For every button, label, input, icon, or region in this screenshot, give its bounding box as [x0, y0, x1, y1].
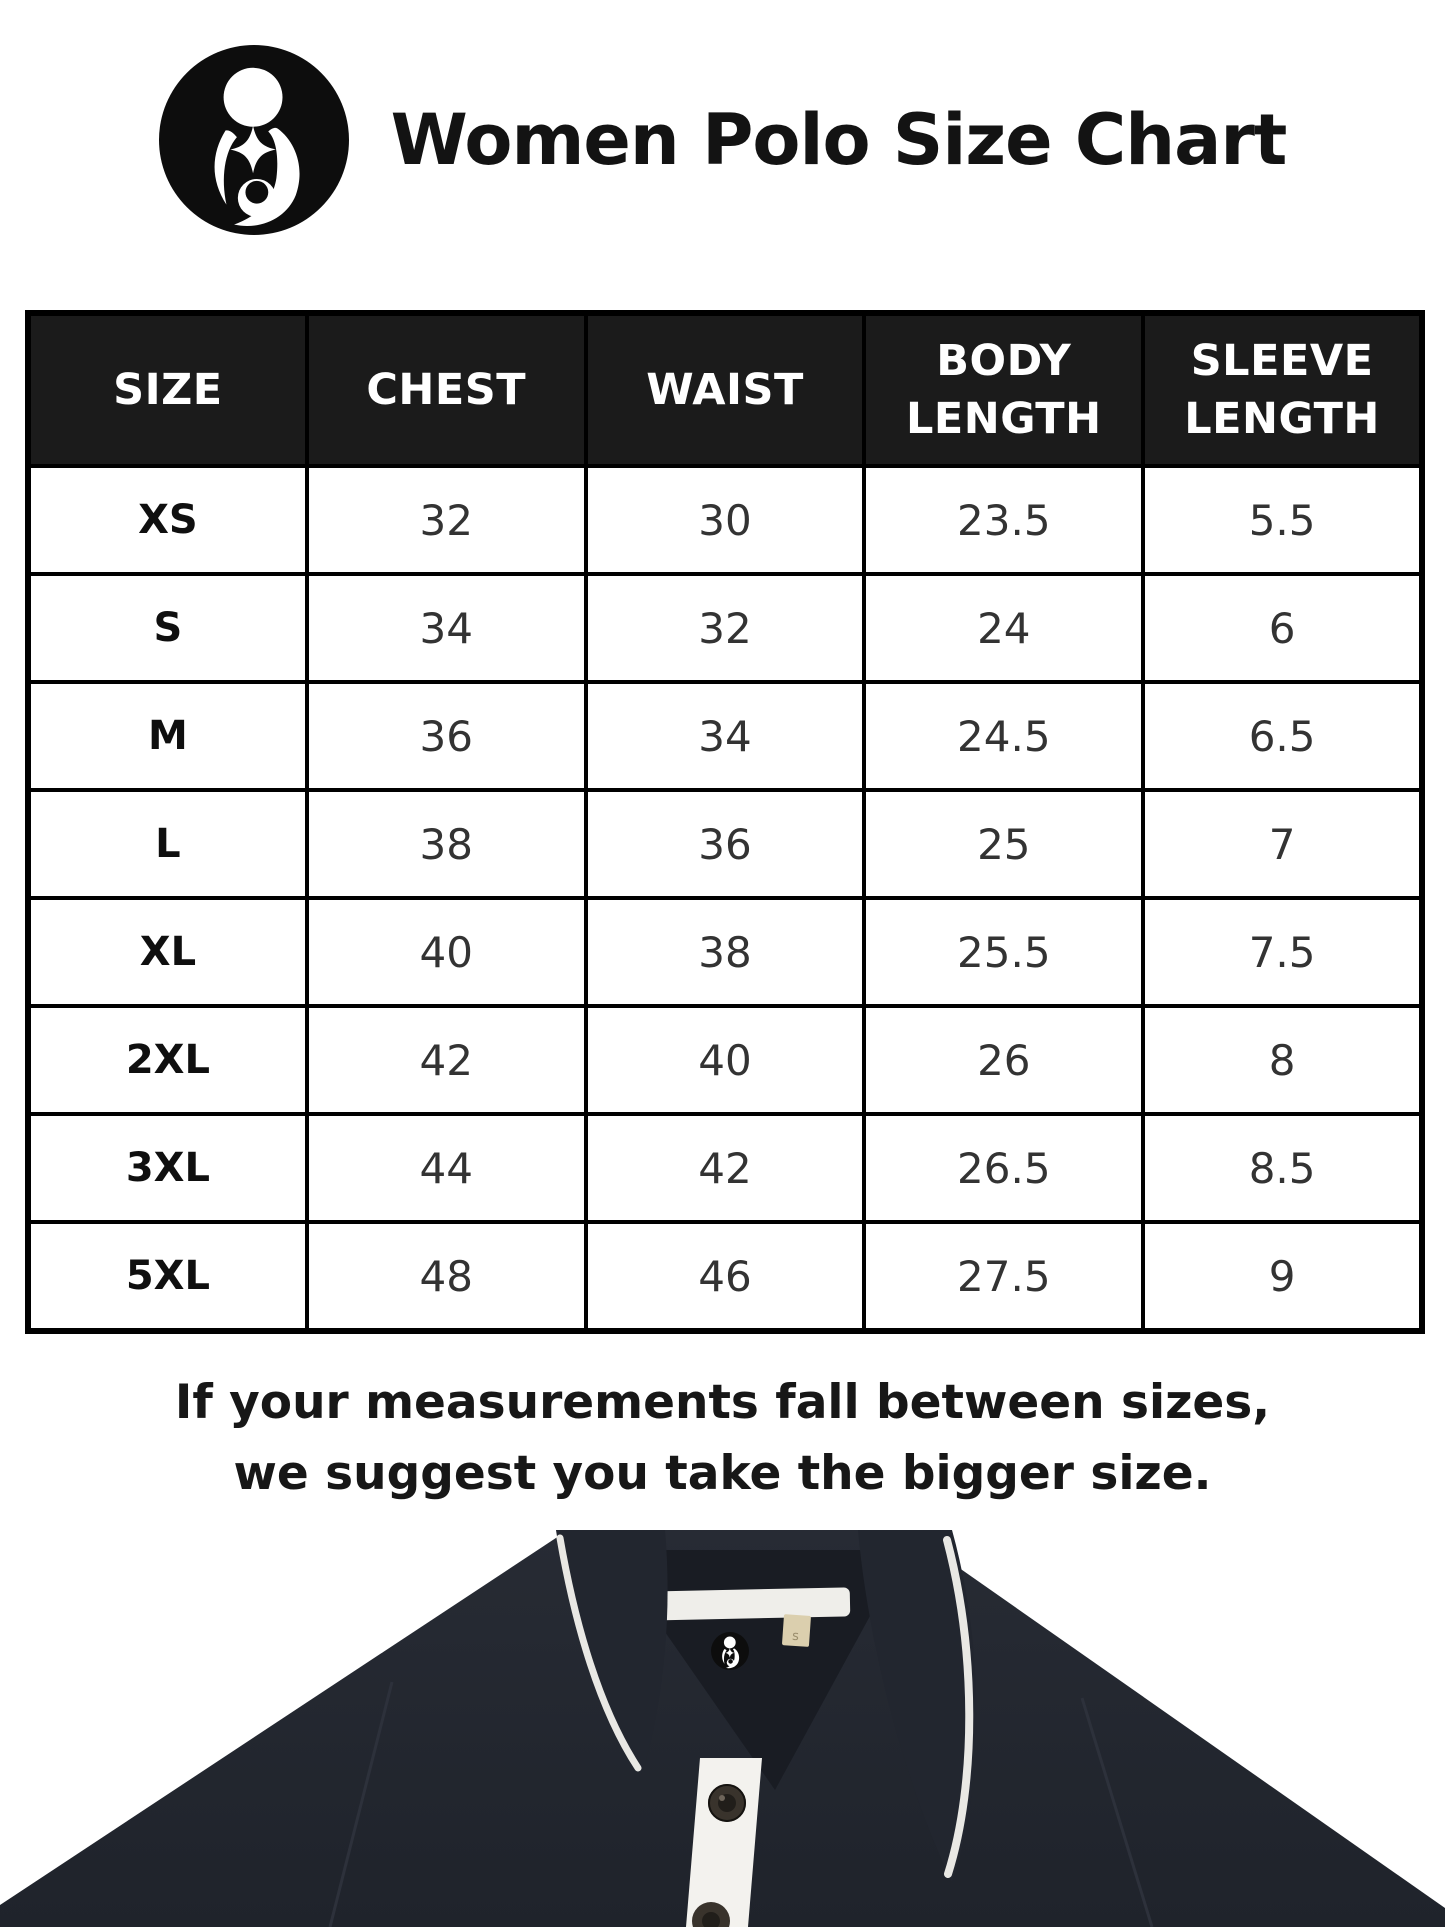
waist-cell: 32	[586, 574, 865, 682]
product-photo-polo-shirt	[0, 1530, 1445, 1927]
size-cell: XS	[28, 466, 307, 574]
neck-logo-patch	[711, 1632, 749, 1670]
chest-cell: 34	[307, 574, 586, 682]
size-cell: S	[28, 574, 307, 682]
chest-cell: 42	[307, 1006, 586, 1114]
col-header-size: SIZE	[28, 313, 307, 466]
table-row	[28, 898, 1422, 1006]
fit-note	[0, 1368, 1445, 1509]
fit-note-line2: we suggest you take the bigger size.	[233, 1445, 1212, 1501]
size-cell: 3XL	[28, 1114, 307, 1222]
body-length-cell: 23.5	[864, 466, 1143, 574]
size-chart-header	[28, 313, 1422, 466]
placket-button	[708, 1784, 746, 1822]
page-title: Women Polo Size Chart	[390, 99, 1287, 181]
fit-note-line1: If your measurements fall between sizes,	[174, 1375, 1271, 1430]
table-row	[28, 682, 1422, 790]
size-cell: XL	[28, 898, 307, 1006]
sleeve-length-cell: 7	[1143, 790, 1422, 898]
col-header-chest: CHEST	[307, 313, 586, 466]
chest-cell: 38	[307, 790, 586, 898]
sleeve-length-cell: 7.5	[1143, 898, 1422, 1006]
chest-cell: 36	[307, 682, 586, 790]
chest-cell: 44	[307, 1114, 586, 1222]
table-row	[28, 1114, 1422, 1222]
size-chart-body	[28, 466, 1422, 1331]
col-header-body-length: BODY LENGTH	[864, 313, 1143, 466]
body-length-cell: 27.5	[864, 1222, 1143, 1331]
polo-shirt-illustration	[0, 1530, 1445, 1927]
sleeve-length-cell: 5.5	[1143, 466, 1422, 574]
chest-cell: 32	[307, 466, 586, 574]
waist-cell: 40	[586, 1006, 865, 1114]
table-row	[28, 1222, 1422, 1331]
table-row	[28, 574, 1422, 682]
body-length-cell: 24.5	[864, 682, 1143, 790]
sleeve-length-cell: 6.5	[1143, 682, 1422, 790]
col-header-sleeve-length: SLEEVE LENGTH	[1143, 313, 1422, 466]
size-tag-letter: s	[791, 1628, 800, 1645]
body-length-cell: 26.5	[864, 1114, 1143, 1222]
table-row	[28, 1006, 1422, 1114]
table-row	[28, 790, 1422, 898]
size-cell: 5XL	[28, 1222, 307, 1331]
body-length-cell: 25	[864, 790, 1143, 898]
chest-cell: 40	[307, 898, 586, 1006]
col-header-waist: WAIST	[586, 313, 865, 466]
size-cell: L	[28, 790, 307, 898]
waist-cell: 42	[586, 1114, 865, 1222]
sleeve-length-cell: 8.5	[1143, 1114, 1422, 1222]
body-length-cell: 26	[864, 1006, 1143, 1114]
waist-cell: 34	[586, 682, 865, 790]
sleeve-length-cell: 8	[1143, 1006, 1422, 1114]
sleeve-length-cell: 9	[1143, 1222, 1422, 1331]
sleeve-length-cell: 6	[1143, 574, 1422, 682]
size-cell: M	[28, 682, 307, 790]
brand-header	[0, 44, 1445, 236]
waist-cell: 30	[586, 466, 865, 574]
waist-cell: 36	[586, 790, 865, 898]
table-row	[28, 466, 1422, 574]
brand-logo-icon	[159, 45, 349, 235]
chest-cell: 48	[307, 1222, 586, 1331]
waist-cell: 46	[586, 1222, 865, 1331]
body-length-cell: 24	[864, 574, 1143, 682]
header-row	[28, 313, 1422, 466]
size-cell: 2XL	[28, 1006, 307, 1114]
body-length-cell: 25.5	[864, 898, 1143, 1006]
waist-cell: 38	[586, 898, 865, 1006]
size-chart-table	[25, 310, 1425, 1334]
